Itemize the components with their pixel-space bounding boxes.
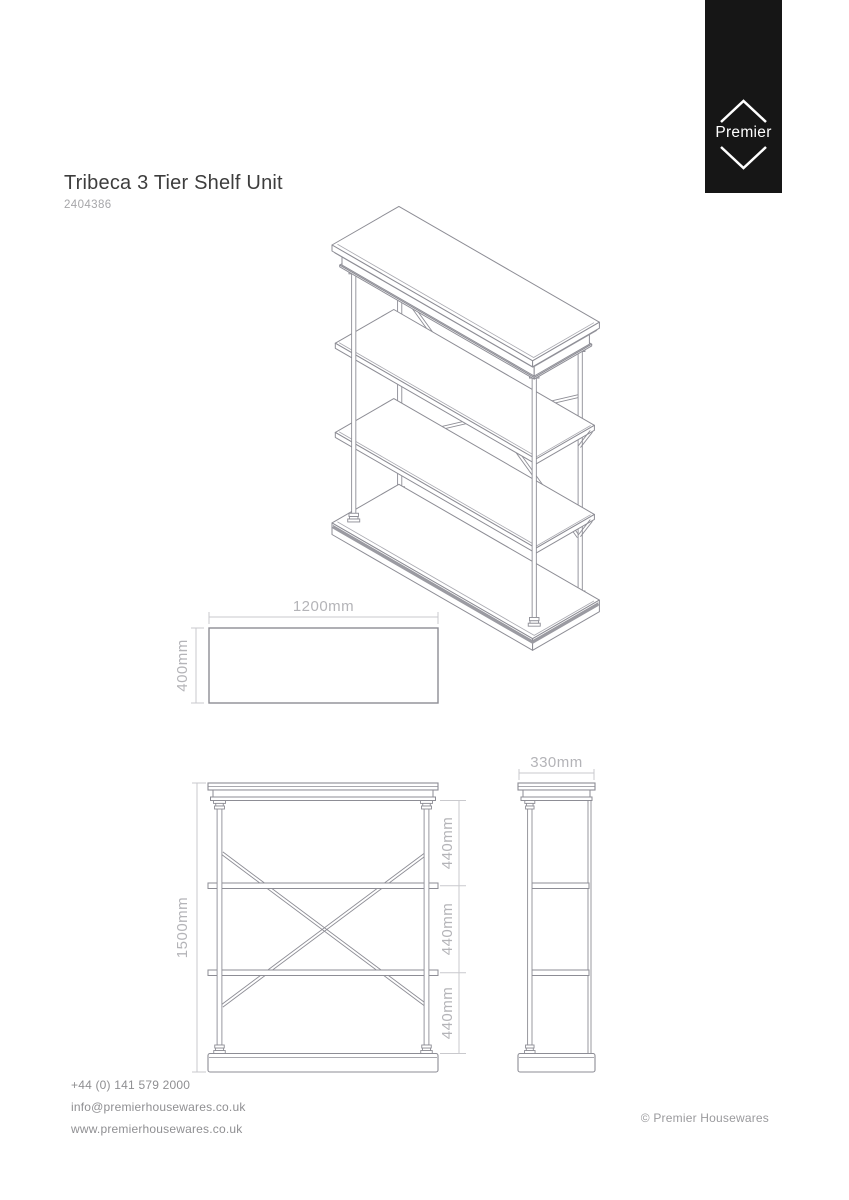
footer-website: www.premierhousewares.co.uk [71,1122,243,1136]
dimension-label: 330mm [530,754,583,771]
footer-contact [71,1074,246,1140]
dimension-label: 400mm [174,639,191,692]
dimension-label: 440mm [439,902,456,956]
premier-wordmark: Premier [715,124,772,141]
footer-phone: +44 (0) 141 579 2000 [71,1078,191,1092]
product-code: 2404386 [64,199,112,211]
side-view [518,754,595,1072]
dimension-label: 440mm [439,816,456,870]
page-title: Tribeca 3 Tier Shelf Unit [64,172,283,194]
dimension-label: 1200mm [292,598,355,615]
footer-email: info@premierhousewares.co.uk [71,1100,246,1114]
dimension-label: 440mm [439,986,456,1040]
isometric-view [332,206,599,650]
top-view [174,598,438,703]
copyright-notice: © Premier Housewares [640,1111,769,1125]
dimension-label: 1500mm [174,896,191,959]
front-view [174,783,466,1072]
